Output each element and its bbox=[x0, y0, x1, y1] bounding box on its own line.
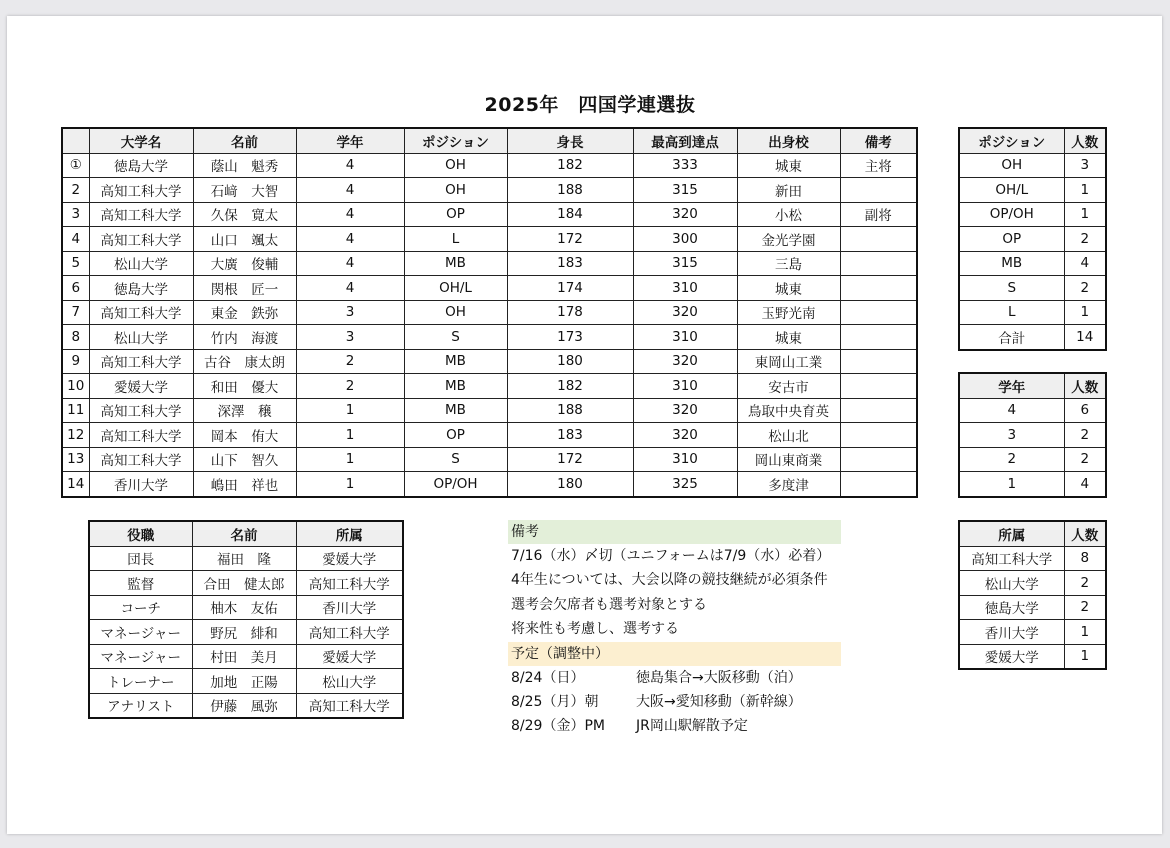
cell-name: 竹内 海渡 bbox=[193, 325, 296, 350]
cell-position: OH bbox=[404, 153, 507, 178]
cell-count: 2 bbox=[1064, 227, 1106, 252]
cell-university: 高知工科大学 bbox=[89, 178, 193, 203]
cell-year: 4 bbox=[959, 398, 1064, 423]
cell-number: 3 bbox=[62, 202, 89, 227]
cell-affiliation: 愛媛大学 bbox=[296, 644, 403, 669]
cell-high-school: 鳥取中央育英 bbox=[737, 398, 840, 423]
cell-year: 4 bbox=[296, 276, 404, 301]
cell-name: 関根 匠一 bbox=[193, 276, 296, 301]
cell-max-reach: 320 bbox=[633, 398, 737, 423]
cell-height: 178 bbox=[507, 300, 633, 325]
cell-height: 183 bbox=[507, 423, 633, 448]
cell-position: L bbox=[959, 300, 1064, 325]
cell-name: 古谷 康太朗 bbox=[193, 349, 296, 374]
table-row bbox=[62, 300, 917, 325]
table-row bbox=[959, 595, 1106, 620]
column-header-number bbox=[62, 128, 89, 153]
cell-high-school: 城東 bbox=[737, 276, 840, 301]
cell-count: 1 bbox=[1064, 202, 1106, 227]
cell-max-reach: 320 bbox=[633, 300, 737, 325]
table-row bbox=[89, 693, 403, 718]
position-body bbox=[959, 153, 1106, 350]
cell-position: OP bbox=[959, 227, 1064, 252]
cell-number: 8 bbox=[62, 325, 89, 350]
table-row bbox=[89, 644, 403, 669]
cell-role: アナリスト bbox=[89, 693, 192, 718]
cell-high-school: 小松 bbox=[737, 202, 840, 227]
roster-body bbox=[62, 153, 917, 497]
page-title: 2025年 四国学連選抜 bbox=[484, 94, 696, 116]
year-header-row bbox=[959, 373, 1106, 398]
schedule-text: 大阪→愛知移動（新幹線） bbox=[636, 693, 802, 710]
cell-name: 柚木 友佑 bbox=[192, 595, 296, 620]
table-row bbox=[959, 178, 1106, 203]
cell-name: 山下 智久 bbox=[193, 447, 296, 472]
cell-count: 4 bbox=[1064, 472, 1106, 497]
schedule-date: 8/25（月）朝 bbox=[511, 693, 599, 710]
cell-position: MB bbox=[959, 251, 1064, 276]
cell-university: 徳島大学 bbox=[89, 276, 193, 301]
cell-high-school: 玉野光南 bbox=[737, 300, 840, 325]
position-count-table bbox=[958, 127, 1107, 351]
table-row bbox=[959, 620, 1106, 645]
cell-affiliation: 徳島大学 bbox=[959, 595, 1064, 620]
table-row bbox=[62, 423, 917, 448]
table-row bbox=[959, 472, 1106, 497]
column-header-name: 名前 bbox=[192, 521, 296, 546]
cell-affiliation: 高知工科大学 bbox=[296, 571, 403, 596]
cell-year: 2 bbox=[959, 447, 1064, 472]
cell-university: 愛媛大学 bbox=[89, 374, 193, 399]
cell-role: コーチ bbox=[89, 595, 192, 620]
cell-affiliation: 高知工科大学 bbox=[296, 620, 403, 645]
cell-university: 高知工科大学 bbox=[89, 300, 193, 325]
cell-name: 大廣 俊輔 bbox=[193, 251, 296, 276]
column-header-year: 学年 bbox=[296, 128, 404, 153]
note-line: 7/16（水）〆切（ユニフォームは7/9（水）必着） bbox=[511, 548, 831, 564]
cell-count: 1 bbox=[1064, 620, 1106, 645]
year-count-table bbox=[958, 372, 1107, 498]
cell-number: 5 bbox=[62, 251, 89, 276]
schedule-item bbox=[508, 666, 848, 690]
cell-university: 高知工科大学 bbox=[89, 398, 193, 423]
cell-remarks bbox=[840, 447, 917, 472]
table-row bbox=[89, 571, 403, 596]
cell-number: 14 bbox=[62, 472, 89, 497]
cell-university: 香川大学 bbox=[89, 472, 193, 497]
cell-count: 1 bbox=[1064, 300, 1106, 325]
column-header-count: 人数 bbox=[1064, 128, 1106, 153]
cell-year: 4 bbox=[296, 202, 404, 227]
column-header-name: 名前 bbox=[193, 128, 296, 153]
cell-number: 12 bbox=[62, 423, 89, 448]
cell-number: 7 bbox=[62, 300, 89, 325]
cell-university: 高知工科大学 bbox=[89, 423, 193, 448]
cell-count: 8 bbox=[1064, 546, 1106, 571]
cell-university: 松山大学 bbox=[89, 325, 193, 350]
cell-position: MB bbox=[404, 374, 507, 399]
cell-name: 東金 鉄弥 bbox=[193, 300, 296, 325]
cell-height: 183 bbox=[507, 251, 633, 276]
cell-year: 4 bbox=[296, 153, 404, 178]
cell-count: 1 bbox=[1064, 178, 1106, 203]
cell-max-reach: 320 bbox=[633, 423, 737, 448]
cell-name: 野尻 緋和 bbox=[192, 620, 296, 645]
cell-height: 182 bbox=[507, 374, 633, 399]
cell-remarks: 副将 bbox=[840, 202, 917, 227]
cell-university: 高知工科大学 bbox=[89, 349, 193, 374]
cell-count: 2 bbox=[1064, 276, 1106, 301]
table-row bbox=[959, 546, 1106, 571]
cell-count: 3 bbox=[1064, 153, 1106, 178]
cell-position: OP bbox=[404, 202, 507, 227]
cell-height: 173 bbox=[507, 325, 633, 350]
cell-affiliation: 高知工科大学 bbox=[959, 546, 1064, 571]
cell-number: 2 bbox=[62, 178, 89, 203]
cell-position: MB bbox=[404, 398, 507, 423]
note-line: 選考会欠席者も選考対象とする bbox=[511, 596, 707, 613]
schedule-date: 8/24（日） bbox=[511, 669, 585, 686]
table-row bbox=[62, 374, 917, 399]
cell-name: 和田 優大 bbox=[193, 374, 296, 399]
note-line: 将来性も考慮し、選考する bbox=[511, 621, 679, 638]
column-header-position: ポジション bbox=[959, 128, 1064, 153]
cell-name: 久保 寛太 bbox=[193, 202, 296, 227]
column-header-count: 人数 bbox=[1064, 373, 1106, 398]
table-row bbox=[62, 227, 917, 252]
note-line: 4年生については、大会以降の競技継続が必須条件 bbox=[511, 572, 828, 589]
cell-max-reach: 310 bbox=[633, 447, 737, 472]
cell-name: 深澤 穣 bbox=[193, 398, 296, 423]
cell-affiliation: 松山大学 bbox=[959, 571, 1064, 596]
staff-header-row bbox=[89, 521, 403, 546]
cell-number: ① bbox=[62, 153, 89, 178]
cell-year: 3 bbox=[959, 423, 1064, 448]
cell-year: 1 bbox=[959, 472, 1064, 497]
affiliation-body bbox=[959, 546, 1106, 669]
cell-high-school: 安古市 bbox=[737, 374, 840, 399]
table-row bbox=[959, 251, 1106, 276]
cell-max-reach: 310 bbox=[633, 374, 737, 399]
table-row bbox=[62, 447, 917, 472]
schedule-header: 予定（調整中） bbox=[508, 642, 841, 666]
cell-count: 1 bbox=[1064, 644, 1106, 669]
cell-remarks bbox=[840, 178, 917, 203]
cell-count: 2 bbox=[1064, 423, 1106, 448]
schedule-text: JR岡山駅解散予定 bbox=[636, 718, 748, 735]
table-row bbox=[959, 202, 1106, 227]
cell-name: 伊藤 風弥 bbox=[192, 693, 296, 718]
cell-position: OH/L bbox=[959, 178, 1064, 203]
cell-position: OP/OH bbox=[404, 472, 507, 497]
cell-name: 合田 健太郎 bbox=[192, 571, 296, 596]
cell-position: OH bbox=[404, 300, 507, 325]
cell-remarks bbox=[840, 374, 917, 399]
cell-high-school: 東岡山工業 bbox=[737, 349, 840, 374]
roster-header-row bbox=[62, 128, 917, 153]
table-row bbox=[959, 423, 1106, 448]
cell-affiliation: 愛媛大学 bbox=[959, 644, 1064, 669]
cell-role: 団長 bbox=[89, 546, 192, 571]
cell-high-school: 金光学園 bbox=[737, 227, 840, 252]
cell-high-school: 三島 bbox=[737, 251, 840, 276]
column-header-role: 役職 bbox=[89, 521, 192, 546]
cell-height: 182 bbox=[507, 153, 633, 178]
cell-count: 2 bbox=[1064, 447, 1106, 472]
cell-name: 岡本 侑大 bbox=[193, 423, 296, 448]
schedule-text: 徳島集合→大阪移動（泊） bbox=[636, 669, 802, 686]
cell-high-school: 新田 bbox=[737, 178, 840, 203]
table-row bbox=[959, 398, 1106, 423]
cell-number: 4 bbox=[62, 227, 89, 252]
table-row bbox=[62, 472, 917, 497]
column-header-affiliation: 所属 bbox=[959, 521, 1064, 546]
cell-remarks bbox=[840, 423, 917, 448]
table-row bbox=[62, 202, 917, 227]
cell-name: 嶋田 祥也 bbox=[193, 472, 296, 497]
cell-height: 184 bbox=[507, 202, 633, 227]
cell-position: OP bbox=[404, 423, 507, 448]
cell-university: 高知工科大学 bbox=[89, 202, 193, 227]
cell-height: 180 bbox=[507, 349, 633, 374]
staff-body bbox=[89, 546, 403, 718]
cell-remarks bbox=[840, 325, 917, 350]
schedule-item bbox=[508, 714, 848, 738]
cell-year: 1 bbox=[296, 423, 404, 448]
cell-university: 松山大学 bbox=[89, 251, 193, 276]
cell-height: 172 bbox=[507, 227, 633, 252]
cell-year: 1 bbox=[296, 472, 404, 497]
table-row bbox=[89, 669, 403, 694]
cell-year: 1 bbox=[296, 447, 404, 472]
table-row bbox=[62, 398, 917, 423]
column-header-affiliation: 所属 bbox=[296, 521, 403, 546]
cell-remarks bbox=[840, 472, 917, 497]
table-row bbox=[959, 153, 1106, 178]
notes-header: 備考 bbox=[508, 520, 841, 544]
cell-number: 11 bbox=[62, 398, 89, 423]
table-row bbox=[89, 620, 403, 645]
cell-number: 13 bbox=[62, 447, 89, 472]
year-body bbox=[959, 398, 1106, 497]
cell-high-school: 城東 bbox=[737, 153, 840, 178]
cell-max-reach: 333 bbox=[633, 153, 737, 178]
cell-name: 蔭山 魁秀 bbox=[193, 153, 296, 178]
schedule-date: 8/29（金）PM bbox=[511, 718, 605, 735]
cell-affiliation: 香川大学 bbox=[296, 595, 403, 620]
cell-remarks bbox=[840, 227, 917, 252]
affiliation-header-row bbox=[959, 521, 1106, 546]
cell-year: 4 bbox=[296, 251, 404, 276]
table-row bbox=[959, 644, 1106, 669]
column-header-count: 人数 bbox=[1064, 521, 1106, 546]
table-row bbox=[959, 276, 1106, 301]
cell-name: 山口 颯太 bbox=[193, 227, 296, 252]
column-header-high-school: 出身校 bbox=[737, 128, 840, 153]
roster-table bbox=[61, 127, 918, 498]
cell-count: 6 bbox=[1064, 398, 1106, 423]
cell-high-school: 多度津 bbox=[737, 472, 840, 497]
table-row bbox=[62, 251, 917, 276]
cell-year: 4 bbox=[296, 178, 404, 203]
cell-height: 188 bbox=[507, 178, 633, 203]
table-row bbox=[959, 300, 1106, 325]
cell-position: 合計 bbox=[959, 325, 1064, 350]
column-header-max-reach: 最高到達点 bbox=[633, 128, 737, 153]
cell-university: 高知工科大学 bbox=[89, 447, 193, 472]
column-header-position: ポジション bbox=[404, 128, 507, 153]
cell-year: 2 bbox=[296, 374, 404, 399]
table-row bbox=[62, 178, 917, 203]
cell-role: トレーナー bbox=[89, 669, 192, 694]
cell-position: L bbox=[404, 227, 507, 252]
cell-name: 村田 美月 bbox=[192, 644, 296, 669]
table-row bbox=[89, 546, 403, 571]
table-row bbox=[62, 349, 917, 374]
cell-remarks bbox=[840, 276, 917, 301]
cell-university: 高知工科大学 bbox=[89, 227, 193, 252]
cell-position: S bbox=[959, 276, 1064, 301]
column-header-height: 身長 bbox=[507, 128, 633, 153]
column-header-university: 大学名 bbox=[89, 128, 193, 153]
cell-max-reach: 310 bbox=[633, 276, 737, 301]
cell-affiliation: 愛媛大学 bbox=[296, 546, 403, 571]
cell-position: OH/L bbox=[404, 276, 507, 301]
table-row bbox=[62, 153, 917, 178]
cell-year: 1 bbox=[296, 398, 404, 423]
cell-position: S bbox=[404, 447, 507, 472]
column-header-remarks: 備考 bbox=[840, 128, 917, 153]
cell-affiliation: 松山大学 bbox=[296, 669, 403, 694]
cell-max-reach: 310 bbox=[633, 325, 737, 350]
cell-year: 2 bbox=[296, 349, 404, 374]
cell-name: 石﨑 大智 bbox=[193, 178, 296, 203]
table-row bbox=[959, 571, 1106, 596]
cell-role: マネージャー bbox=[89, 644, 192, 669]
cell-remarks bbox=[840, 300, 917, 325]
column-header-year: 学年 bbox=[959, 373, 1064, 398]
cell-count: 14 bbox=[1064, 325, 1106, 350]
cell-count: 4 bbox=[1064, 251, 1106, 276]
cell-number: 6 bbox=[62, 276, 89, 301]
cell-remarks bbox=[840, 398, 917, 423]
cell-max-reach: 325 bbox=[633, 472, 737, 497]
cell-affiliation: 高知工科大学 bbox=[296, 693, 403, 718]
cell-role: マネージャー bbox=[89, 620, 192, 645]
position-header-row bbox=[959, 128, 1106, 153]
cell-max-reach: 315 bbox=[633, 178, 737, 203]
cell-height: 180 bbox=[507, 472, 633, 497]
affiliation-count-table bbox=[958, 520, 1107, 670]
cell-remarks: 主将 bbox=[840, 153, 917, 178]
cell-affiliation: 香川大学 bbox=[959, 620, 1064, 645]
cell-number: 9 bbox=[62, 349, 89, 374]
cell-height: 172 bbox=[507, 447, 633, 472]
cell-year: 4 bbox=[296, 227, 404, 252]
table-row bbox=[62, 276, 917, 301]
table-row bbox=[62, 325, 917, 350]
cell-remarks bbox=[840, 349, 917, 374]
notes-section bbox=[508, 520, 848, 739]
schedule-item bbox=[508, 690, 848, 714]
cell-high-school: 松山北 bbox=[737, 423, 840, 448]
table-row bbox=[959, 325, 1106, 350]
cell-role: 監督 bbox=[89, 571, 192, 596]
cell-remarks bbox=[840, 251, 917, 276]
cell-max-reach: 320 bbox=[633, 202, 737, 227]
table-row bbox=[959, 447, 1106, 472]
cell-height: 188 bbox=[507, 398, 633, 423]
table-row bbox=[89, 595, 403, 620]
cell-high-school: 城東 bbox=[737, 325, 840, 350]
cell-year: 3 bbox=[296, 300, 404, 325]
cell-position: OP/OH bbox=[959, 202, 1064, 227]
cell-count: 2 bbox=[1064, 595, 1106, 620]
staff-table bbox=[88, 520, 404, 719]
cell-position: MB bbox=[404, 349, 507, 374]
cell-high-school: 岡山東商業 bbox=[737, 447, 840, 472]
cell-position: S bbox=[404, 325, 507, 350]
table-row bbox=[959, 227, 1106, 252]
cell-position: OH bbox=[959, 153, 1064, 178]
cell-name: 福田 隆 bbox=[192, 546, 296, 571]
cell-max-reach: 315 bbox=[633, 251, 737, 276]
cell-position: OH bbox=[404, 178, 507, 203]
cell-year: 3 bbox=[296, 325, 404, 350]
cell-position: MB bbox=[404, 251, 507, 276]
cell-number: 10 bbox=[62, 374, 89, 399]
cell-name: 加地 正陽 bbox=[192, 669, 296, 694]
cell-max-reach: 320 bbox=[633, 349, 737, 374]
cell-height: 174 bbox=[507, 276, 633, 301]
cell-university: 徳島大学 bbox=[89, 153, 193, 178]
cell-count: 2 bbox=[1064, 571, 1106, 596]
cell-max-reach: 300 bbox=[633, 227, 737, 252]
